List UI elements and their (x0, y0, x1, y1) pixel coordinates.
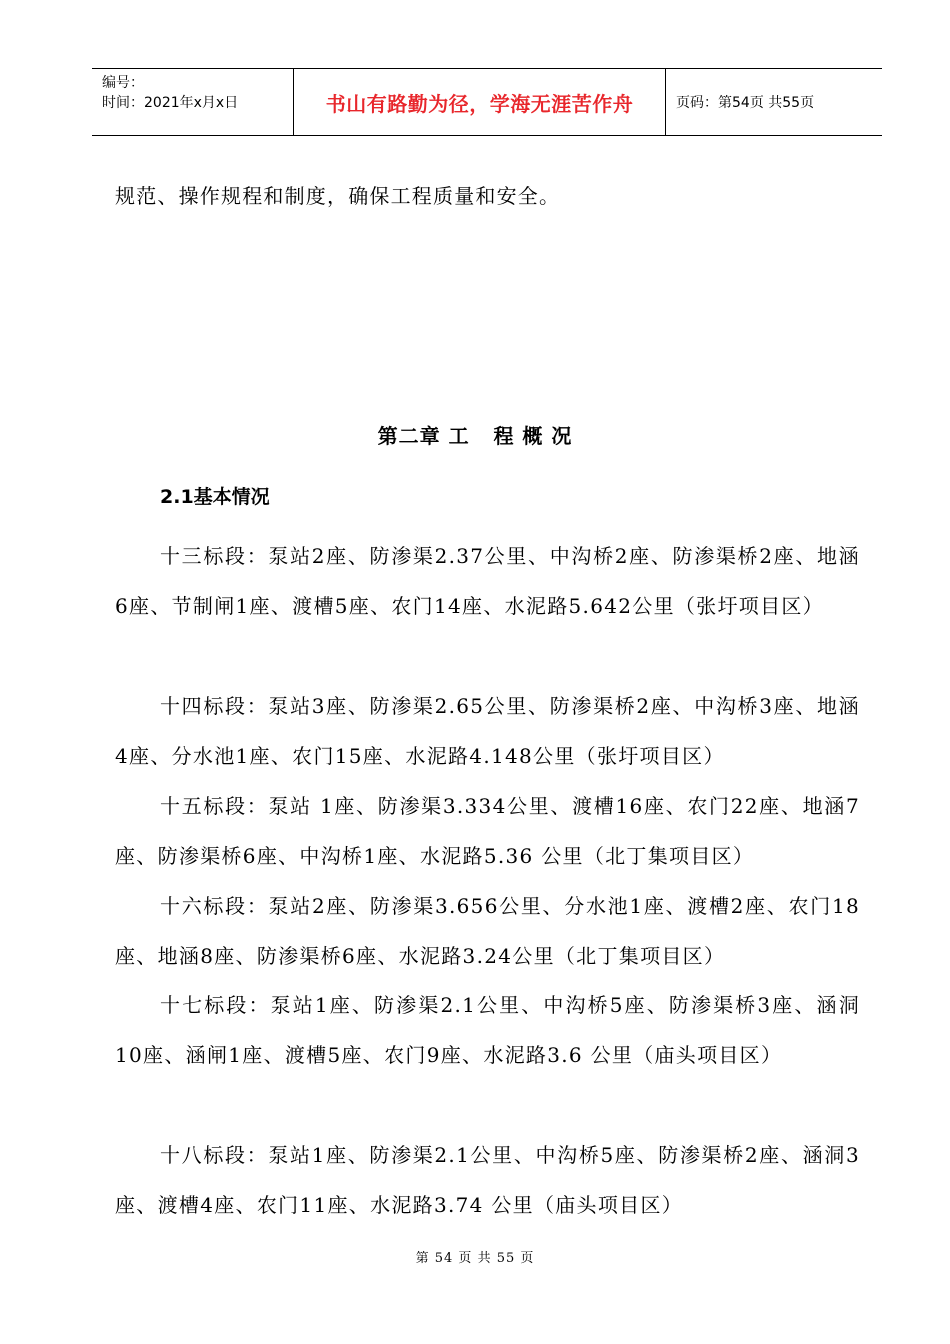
continuation-text: 规范、操作规程和制度，确保工程质量和安全。 (115, 184, 561, 208)
section-title: 2.1基本情况 (160, 486, 270, 508)
header-time-label: 时间：2021年x月x日 (102, 95, 239, 111)
paragraph-section-16: 十六标段：泵站2座、防渗渠3.656公里、分水池1座、渡槽2座、农门18座、地涵8座、防渗渠桥6座、水泥路3.24公里（北丁集项目区） (115, 894, 860, 968)
paragraph-section-17: 十七标段：泵站1座、防渗渠2.1公里、中沟桥5座、防渗渠桥3座、涵洞10座、涵闸1座、渡槽5座、农门9座、水泥路3.6 公里（庙头项目区） (115, 993, 860, 1067)
paragraph-section-14: 十四标段：泵站3座、防渗渠2.65公里、防渗渠桥2座、中沟桥3座、地涵4座、分水池1座、农门15座、水泥路4.148公里（张圩项目区） (115, 694, 860, 768)
paragraph-section-13: 十三标段：泵站2座、防渗渠2.37公里、中沟桥2座、防渗渠桥2座、地涵6座、节制闸1座、渡槽5座、农门14座、水泥路5.642公里（张圩项目区） (115, 544, 860, 618)
header-page-info: 页码：第54页 共55页 (676, 95, 815, 111)
page-header (92, 68, 882, 136)
chapter-title (0, 420, 950, 449)
paragraph-section-18: 十八标段：泵站1座、防渗渠2.1公里、中沟桥5座、防渗渠桥2座、涵洞3座、渡槽4座、农门11座、水泥路3.74 公里（庙头项目区） (115, 1143, 860, 1217)
header-meta (92, 69, 293, 135)
paragraph-section-15: 十五标段：泵站 1座、防渗渠3.334公里、渡槽16座、农门22座、地涵7座、防渗渠桥6座、中沟桥1座、水泥路5.36 公里（北丁集项目区） (115, 794, 860, 868)
header-motto: 书山有路勤为径，学海无涯苦作舟 (293, 69, 666, 135)
chapter-title-text: 第二章 工 程 概 况 (377, 424, 573, 448)
page-footer: 第 54 页 共 55 页 (415, 1251, 535, 1266)
header-code-label: 编号： (102, 75, 144, 91)
